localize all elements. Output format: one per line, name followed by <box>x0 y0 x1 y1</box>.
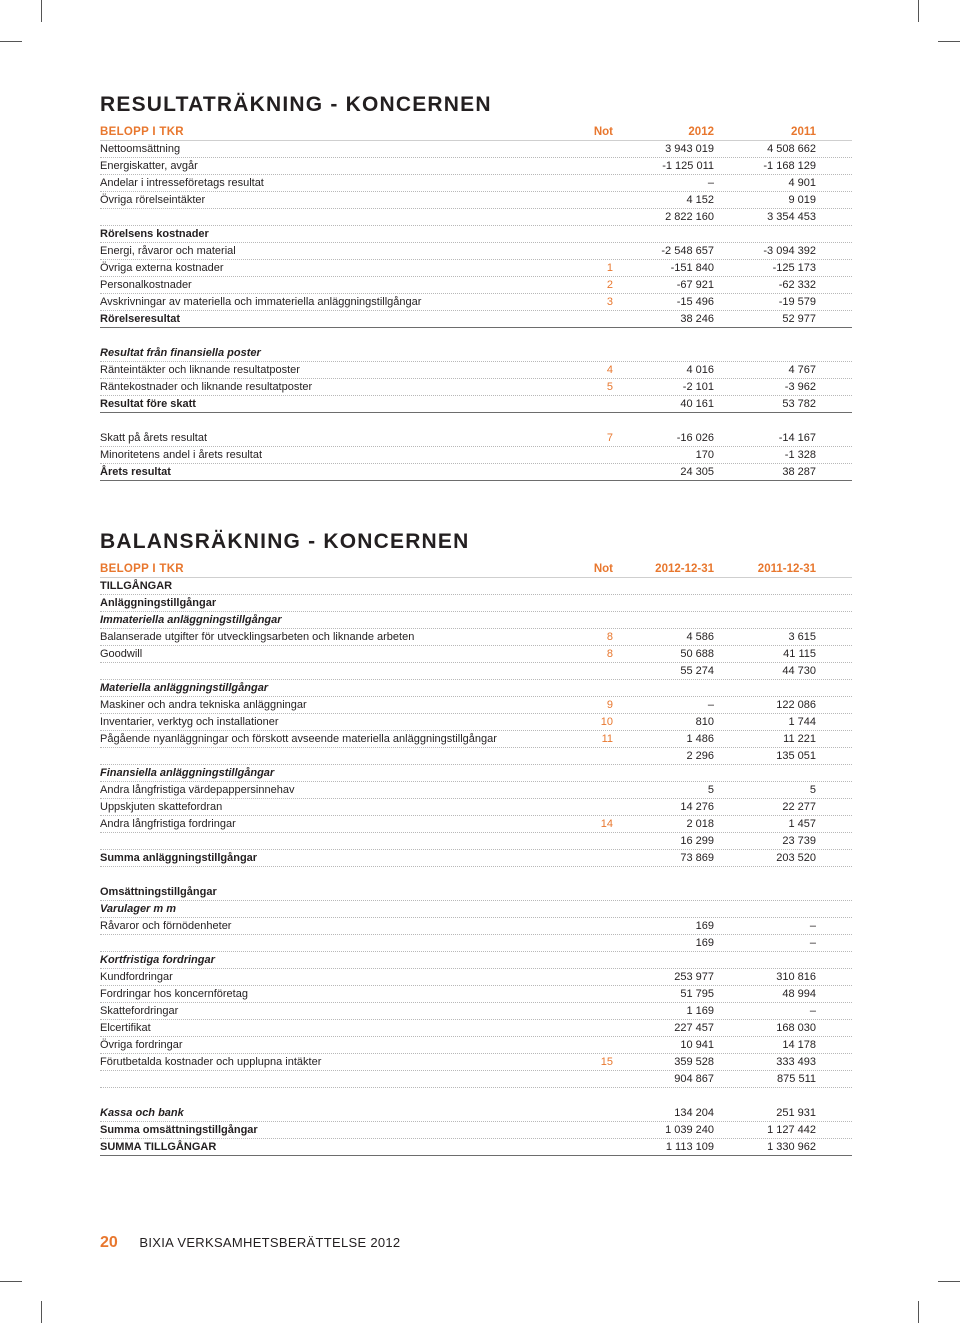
row-value-1: 169 <box>695 920 714 932</box>
row-value-2: 1 457 <box>788 818 816 830</box>
row-value-1: 1 486 <box>686 733 714 745</box>
row-value-1: 51 795 <box>680 988 714 1000</box>
table-row <box>100 884 852 901</box>
row-value-1: 1 169 <box>686 1005 714 1017</box>
table-row <box>100 379 852 396</box>
table-row <box>100 1071 852 1088</box>
row-label: TILLGÅNGAR <box>100 580 173 592</box>
row-value-2: -14 167 <box>778 432 816 444</box>
table-row <box>100 226 852 243</box>
table-row <box>100 192 852 209</box>
crop-mark <box>41 0 42 22</box>
row-label: Elcertifikat <box>100 1022 151 1034</box>
table-row <box>100 901 852 918</box>
table-row <box>100 765 852 782</box>
row-value-2: 168 030 <box>776 1022 816 1034</box>
table-row <box>100 175 852 192</box>
row-value-2: 1 127 442 <box>767 1124 816 1136</box>
row-value-1: 16 299 <box>680 835 714 847</box>
table-row <box>100 629 852 646</box>
table-row <box>100 986 852 1003</box>
row-value-1: 169 <box>695 937 714 949</box>
row-label: Avskrivningar av materiella och immateriella anläggningstillgångar <box>100 296 422 308</box>
row-label: Nettoomsättning <box>100 143 181 155</box>
row-label: Övriga externa kostnader <box>100 262 224 274</box>
row-value-2: -125 173 <box>772 262 816 274</box>
table-row <box>100 464 852 481</box>
row-value-2: 310 816 <box>776 971 816 983</box>
row-label: Anläggningstillgångar <box>100 597 217 609</box>
row-label: Personalkostnader <box>100 279 192 291</box>
row-value-2: 122 086 <box>776 699 816 711</box>
row-value-1: 10 941 <box>680 1039 714 1051</box>
table-row <box>100 243 852 260</box>
row-value-2: -1 168 129 <box>763 160 816 172</box>
table-row <box>100 714 852 731</box>
row-label: Kassa och bank <box>100 1107 184 1119</box>
row-label: SUMMA TILLGÅNGAR <box>100 1141 217 1153</box>
row-label: Råvaror och förnödenheter <box>100 920 232 932</box>
header-not: Not <box>593 126 613 138</box>
row-label: Räntekostnader och liknande resultatposter <box>100 381 313 393</box>
row-value-1: -16 026 <box>676 432 714 444</box>
header-year-1: 2012 <box>688 126 714 138</box>
crop-mark <box>0 1281 22 1282</box>
income-table <box>100 124 852 481</box>
row-value-2: 333 493 <box>776 1056 816 1068</box>
row-value-2: 3 354 453 <box>767 211 816 223</box>
row-value-1: 38 246 <box>680 313 714 325</box>
table-row <box>100 646 852 663</box>
row-value-2: 3 615 <box>788 631 816 643</box>
row-value-2: 4 508 662 <box>767 143 816 155</box>
row-value-1: -1 125 011 <box>662 160 714 172</box>
row-label: Kundfordringar <box>100 971 173 983</box>
table-row <box>100 867 852 884</box>
row-label: Andelar i intresseföretags resultat <box>100 177 264 189</box>
table-row <box>100 1105 852 1122</box>
row-value-1: 40 161 <box>680 398 714 410</box>
table-row <box>100 1020 852 1037</box>
row-value-2: 4 767 <box>788 364 816 376</box>
table-header <box>100 124 852 141</box>
row-note: 15 <box>600 1056 613 1068</box>
table-row <box>100 680 852 697</box>
row-value-2: – <box>809 937 816 949</box>
row-value-2: 22 277 <box>782 801 816 813</box>
row-value-2: -19 579 <box>778 296 816 308</box>
row-value-2: 14 178 <box>782 1039 816 1051</box>
table-row <box>100 1088 852 1105</box>
row-label: Rörelseresultat <box>100 313 181 325</box>
table-row <box>100 311 852 328</box>
row-label: Andra långfristiga fordringar <box>100 818 236 830</box>
row-label: Kortfristiga fordringar <box>100 954 215 966</box>
table-row <box>100 447 852 464</box>
table-row <box>100 413 852 430</box>
table-row <box>100 731 852 748</box>
row-note: 9 <box>606 699 613 711</box>
table-row <box>100 1139 852 1156</box>
table-row <box>100 663 852 680</box>
row-value-1: -2 101 <box>682 381 714 393</box>
table-row <box>100 782 852 799</box>
table-row <box>100 799 852 816</box>
page-footer <box>100 1234 400 1252</box>
row-value-2: 4 901 <box>788 177 816 189</box>
row-label: Förutbetalda kostnader och upplupna intäkter <box>100 1056 322 1068</box>
row-label: Inventarier, verktyg och installationer <box>100 716 279 728</box>
row-note: 1 <box>606 262 613 274</box>
row-value-1: 904 867 <box>674 1073 714 1085</box>
row-value-1: -2 548 657 <box>661 245 714 257</box>
row-note: 4 <box>606 364 613 376</box>
table-row <box>100 396 852 413</box>
row-label: Finansiella anläggningstillgångar <box>100 767 275 779</box>
row-label: Resultat från finansiella poster <box>100 347 261 359</box>
table-row <box>100 277 852 294</box>
header-label: BELOPP I TKR <box>100 563 184 575</box>
row-value-1: 2 296 <box>686 750 714 762</box>
row-value-2: -1 328 <box>784 449 816 461</box>
row-value-1: 253 977 <box>674 971 714 983</box>
row-label: Andra långfristiga värdepappersinnehav <box>100 784 295 796</box>
header-label: BELOPP I TKR <box>100 126 184 138</box>
row-label: Pågående nyanläggningar och förskott avseende materiella anläggningstillgångar <box>100 733 497 745</box>
header-not: Not <box>593 563 613 575</box>
row-value-1: 3 943 019 <box>665 143 714 155</box>
table-header <box>100 561 852 578</box>
row-value-1: 1 113 109 <box>665 1141 714 1153</box>
crop-mark <box>918 1301 919 1323</box>
row-value-1: 2 822 160 <box>665 211 714 223</box>
row-label: Resultat före skatt <box>100 398 196 410</box>
row-label: Övriga fordringar <box>100 1039 183 1051</box>
table-row <box>100 850 852 867</box>
table-row <box>100 748 852 765</box>
row-label: Rörelsens kostnader <box>100 228 209 240</box>
row-note: 8 <box>606 631 613 643</box>
row-value-1: – <box>707 699 714 711</box>
row-value-1: 134 204 <box>674 1107 714 1119</box>
crop-mark <box>41 1301 42 1323</box>
row-value-2: 41 115 <box>783 648 816 660</box>
row-label: Summa omsättningstillgångar <box>100 1124 258 1136</box>
row-label: Minoritetens andel i årets resultat <box>100 449 263 461</box>
header-year-1: 2012-12-31 <box>655 563 714 575</box>
table-row <box>100 209 852 226</box>
table-row <box>100 328 852 345</box>
table-row <box>100 1054 852 1071</box>
balance-title: BALANSRÄKNING - KONCERNEN <box>100 530 470 553</box>
row-label: Årets resultat <box>100 466 171 478</box>
row-value-2: -3 962 <box>784 381 816 393</box>
row-label: Skatt på årets resultat <box>100 432 207 444</box>
row-value-2: 251 931 <box>776 1107 816 1119</box>
row-value-1: -67 921 <box>676 279 714 291</box>
row-value-2: -3 094 392 <box>763 245 816 257</box>
table-row <box>100 141 852 158</box>
row-value-1: 810 <box>695 716 714 728</box>
row-value-2: 11 221 <box>783 733 816 745</box>
table-row <box>100 430 852 447</box>
row-label: Summa anläggningstillgångar <box>100 852 258 864</box>
row-note: 2 <box>606 279 613 291</box>
row-note: 7 <box>606 432 613 444</box>
table-row <box>100 158 852 175</box>
table-row <box>100 697 852 714</box>
row-value-1: 4 016 <box>686 364 714 376</box>
row-value-2: 48 994 <box>782 988 816 1000</box>
balance-table <box>100 561 852 1156</box>
row-value-1: 50 688 <box>680 648 714 660</box>
row-label: Energi, råvaror och material <box>100 245 236 257</box>
income-title: RESULTATRÄKNING - KONCERNEN <box>100 93 492 116</box>
crop-mark <box>938 41 960 42</box>
row-note: 5 <box>606 381 613 393</box>
table-row <box>100 952 852 969</box>
table-row <box>100 595 852 612</box>
row-value-1: -151 840 <box>670 262 714 274</box>
row-value-1: 170 <box>695 449 714 461</box>
table-row <box>100 918 852 935</box>
row-value-2: 38 287 <box>782 466 816 478</box>
footer-title: BIXIA VERKSAMHETSBERÄTTELSE 2012 <box>139 1235 401 1250</box>
crop-mark <box>0 41 22 42</box>
row-label: Materiella anläggningstillgångar <box>100 682 269 694</box>
table-row <box>100 935 852 952</box>
row-value-2: – <box>809 920 816 932</box>
row-value-1: 24 305 <box>680 466 714 478</box>
row-label: Uppskjuten skattefordran <box>100 801 223 813</box>
row-value-1: 14 276 <box>680 801 714 813</box>
table-row <box>100 1122 852 1139</box>
table-row <box>100 969 852 986</box>
row-note: 10 <box>600 716 613 728</box>
row-value-2: 203 520 <box>776 852 816 864</box>
row-value-1: 5 <box>707 784 714 796</box>
table-row <box>100 294 852 311</box>
row-value-1: 2 018 <box>686 818 714 830</box>
row-value-2: 44 730 <box>782 665 816 677</box>
table-row <box>100 816 852 833</box>
row-note: 8 <box>606 648 613 660</box>
row-value-2: -62 332 <box>778 279 816 291</box>
row-label: Skattefordringar <box>100 1005 179 1017</box>
table-row <box>100 833 852 850</box>
row-label: Varulager m m <box>100 903 177 915</box>
row-note: 3 <box>606 296 613 308</box>
row-label: Omsättningstillgångar <box>100 886 217 898</box>
row-value-1: -15 496 <box>676 296 714 308</box>
table-row <box>100 1037 852 1054</box>
row-label: Energiskatter, avgår <box>100 160 198 172</box>
table-row <box>100 362 852 379</box>
row-value-2: 135 051 <box>776 750 816 762</box>
row-label: Ränteintäkter och liknande resultatposter <box>100 364 300 376</box>
row-value-2: 1 330 962 <box>767 1141 816 1153</box>
row-value-1: 359 528 <box>674 1056 714 1068</box>
row-value-2: 53 782 <box>782 398 816 410</box>
header-year-2: 2011 <box>791 126 816 138</box>
row-value-2: 875 511 <box>777 1073 816 1085</box>
table-row <box>100 612 852 629</box>
row-value-2: 5 <box>809 784 816 796</box>
row-label: Balanserade utgifter för utvecklingsarbeten och liknande arbeten <box>100 631 415 643</box>
row-value-2: 9 019 <box>788 194 816 206</box>
page-number: 20 <box>100 1234 118 1251</box>
row-note: 14 <box>600 818 613 830</box>
row-value-2: 52 977 <box>782 313 816 325</box>
header-year-2: 2011-12-31 <box>757 563 816 575</box>
row-value-1: 55 274 <box>680 665 714 677</box>
row-label: Övriga rörelseintäkter <box>100 194 206 206</box>
table-row <box>100 578 852 595</box>
row-value-1: – <box>707 177 714 189</box>
row-value-1: 1 039 240 <box>665 1124 714 1136</box>
row-label: Fordringar hos koncernföretag <box>100 988 248 1000</box>
row-label: Maskiner och andra tekniska anläggningar <box>100 699 307 711</box>
row-value-2: 1 744 <box>788 716 816 728</box>
row-note: 11 <box>601 733 613 745</box>
table-row <box>100 1003 852 1020</box>
row-value-1: 4 586 <box>686 631 714 643</box>
row-value-2: – <box>809 1005 816 1017</box>
crop-mark <box>938 1281 960 1282</box>
table-row <box>100 345 852 362</box>
table-row <box>100 260 852 277</box>
row-label: Immateriella anläggningstillgångar <box>100 614 282 626</box>
row-label: Goodwill <box>100 648 143 660</box>
row-value-2: 23 739 <box>782 835 816 847</box>
row-value-1: 73 869 <box>680 852 714 864</box>
crop-mark <box>918 0 919 22</box>
row-value-1: 4 152 <box>686 194 714 206</box>
row-value-1: 227 457 <box>674 1022 714 1034</box>
